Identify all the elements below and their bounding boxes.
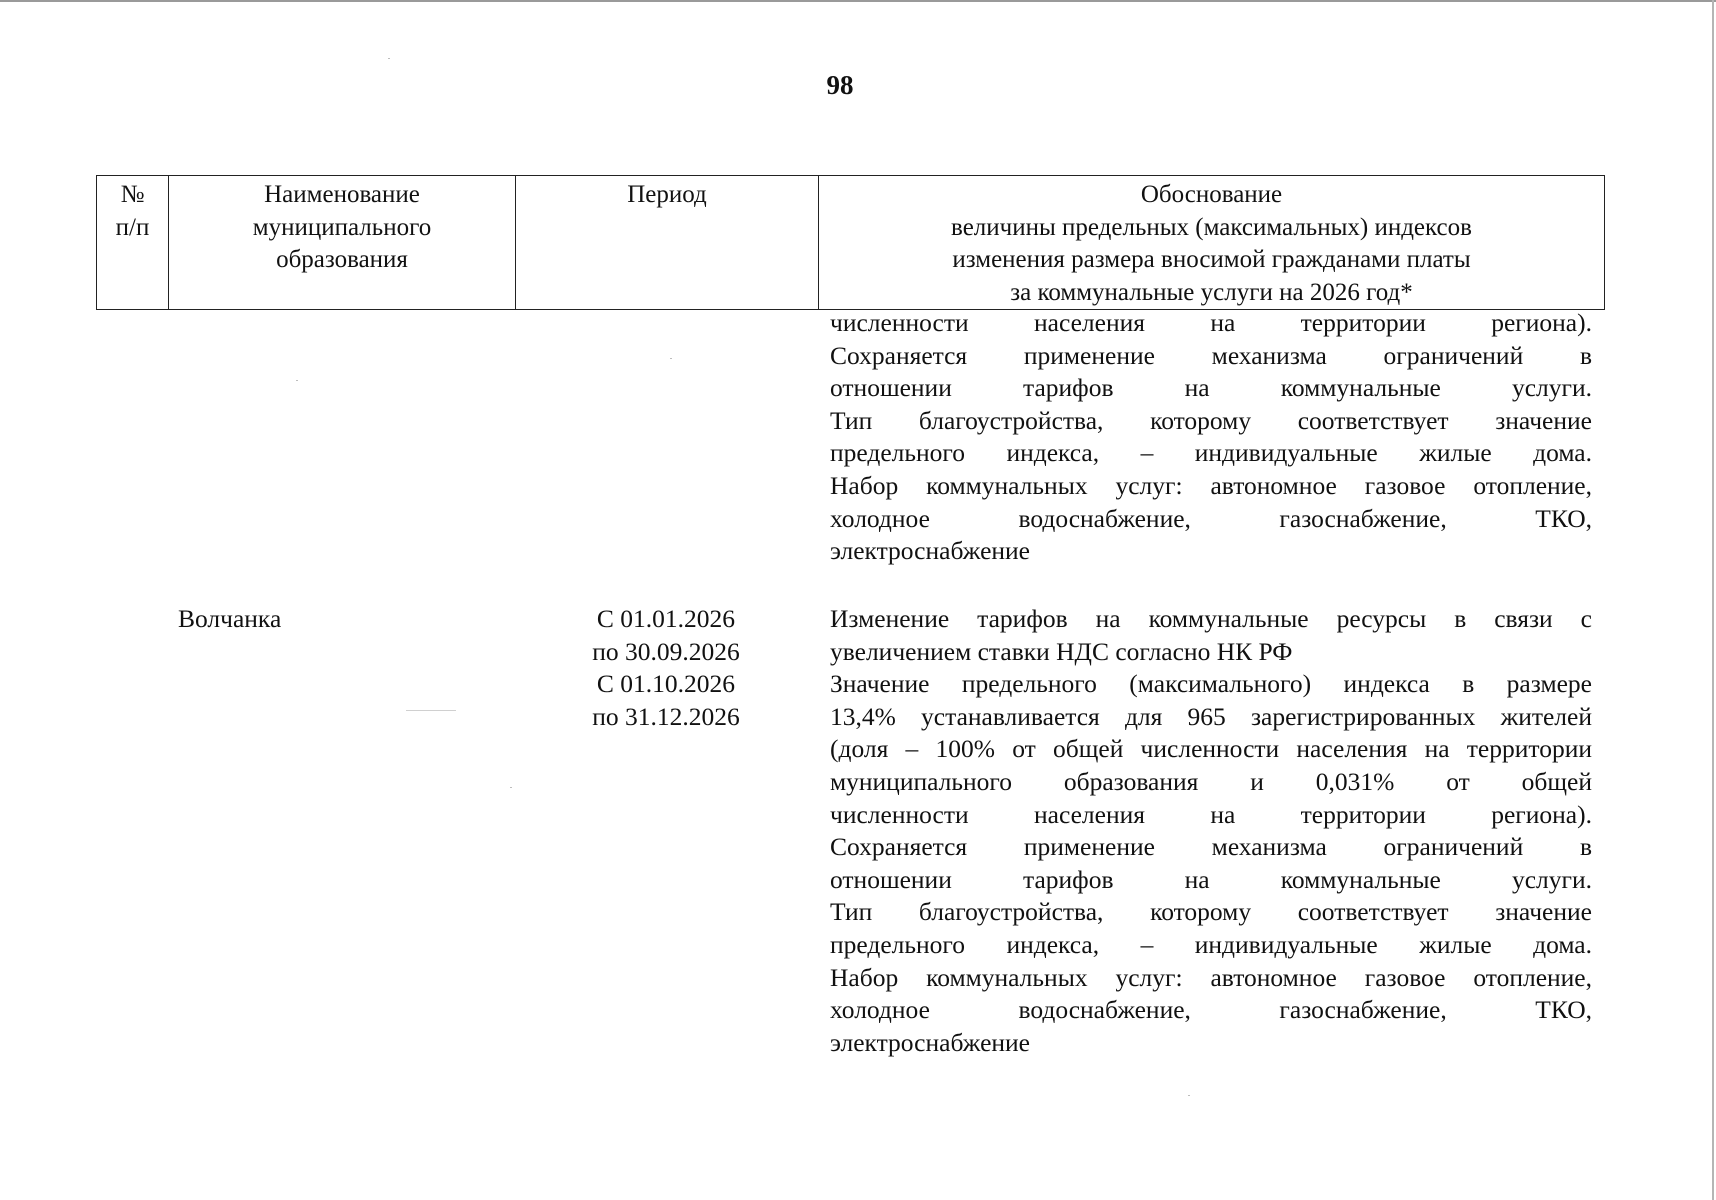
header-col-period <box>516 176 819 310</box>
basis-line: холодное водоснабжение, газоснабжение, ТКО, <box>830 995 1592 1025</box>
table-header-row <box>97 176 1605 310</box>
basis-line: Сохраняется применение механизма ограничений в <box>830 340 1592 370</box>
page-edge-right <box>1712 0 1714 1200</box>
header-col-name <box>169 176 516 310</box>
continuation-basis-text <box>830 307 1592 568</box>
basis-line: Набор коммунальных услуг: автономное газовое отопление, <box>830 470 1592 500</box>
basis-line: Значение предельного (максимального) индекса в размере <box>830 669 1592 699</box>
basis-line: предельного индекса, – индивидуальные жилые дома. <box>830 929 1592 959</box>
basis-line: электроснабжение <box>830 536 1031 566</box>
basis-line: численности населения на территории региона). <box>830 799 1592 829</box>
header-col-name-line: Наименование <box>264 181 420 208</box>
header-col-basis-line: изменения размера вносимой гражданами платы <box>952 246 1471 273</box>
basis-line: предельного индекса, – индивидуальные жилые дома. <box>830 438 1592 468</box>
basis-line: численности населения на территории региона). <box>830 308 1592 337</box>
municipality-name: Волчанка <box>178 604 282 633</box>
header-col-basis-line: величины предельных (максимальных) индексов <box>951 213 1472 241</box>
entry-basis-text <box>830 603 1592 1059</box>
period-line: по 30.09.2026 <box>592 636 740 666</box>
header-col-basis <box>819 176 1605 310</box>
basis-line: Тип благоустройства, которому соответствует значение <box>830 897 1592 927</box>
basis-line: Сохраняется применение механизма ограничений в <box>830 832 1592 862</box>
basis-line: холодное водоснабжение, газоснабжение, ТКО, <box>830 503 1592 533</box>
header-col-number <box>97 176 169 310</box>
basis-line: 13,4% устанавливается для 965 зарегистрированных жителей <box>830 701 1592 731</box>
header-col-period-line: Период <box>627 181 707 208</box>
basis-line: отношении тарифов на коммунальные услуги. <box>830 373 1592 403</box>
period-line: С 01.01.2026 <box>596 604 736 633</box>
header-col-number-line: п/п <box>115 213 150 241</box>
scan-speck <box>670 358 672 359</box>
period-line: С 01.10.2026 <box>596 669 736 699</box>
period-cell <box>560 603 772 733</box>
basis-line: Набор коммунальных услуг: автономное газовое отопление, <box>830 962 1592 992</box>
basis-line: Тип благоустройства, которому соответствует значение <box>830 405 1592 435</box>
scan-speck <box>388 58 390 59</box>
header-col-name-line: образования <box>276 246 408 273</box>
page-edge-top <box>0 0 1716 2</box>
header-col-basis-line: за коммунальные услуги на 2026 год* <box>1010 278 1413 306</box>
basis-line: (доля – 100% от общей численности населения на территории <box>830 734 1592 764</box>
scan-speck <box>296 380 298 381</box>
header-col-name-line: муниципального <box>252 213 432 241</box>
scan-speck <box>1188 1095 1190 1096</box>
scan-speck <box>510 787 512 788</box>
basis-line: муниципального образования и 0,031% от общей <box>830 766 1592 796</box>
table-header <box>96 175 1605 310</box>
header-col-basis-line: Обоснование <box>1140 181 1283 208</box>
header-col-number-line: № <box>120 181 145 208</box>
basis-line: Изменение тарифов на коммунальные ресурсы в связи с <box>830 604 1592 633</box>
basis-line: электроснабжение <box>830 1027 1031 1057</box>
period-line: по 31.12.2026 <box>592 701 740 731</box>
page-number: 98 <box>826 70 854 100</box>
basis-line: увеличением ставки НДС согласно НК РФ <box>830 636 1293 666</box>
scan-speck <box>406 710 456 711</box>
basis-line: отношении тарифов на коммунальные услуги. <box>830 864 1592 894</box>
